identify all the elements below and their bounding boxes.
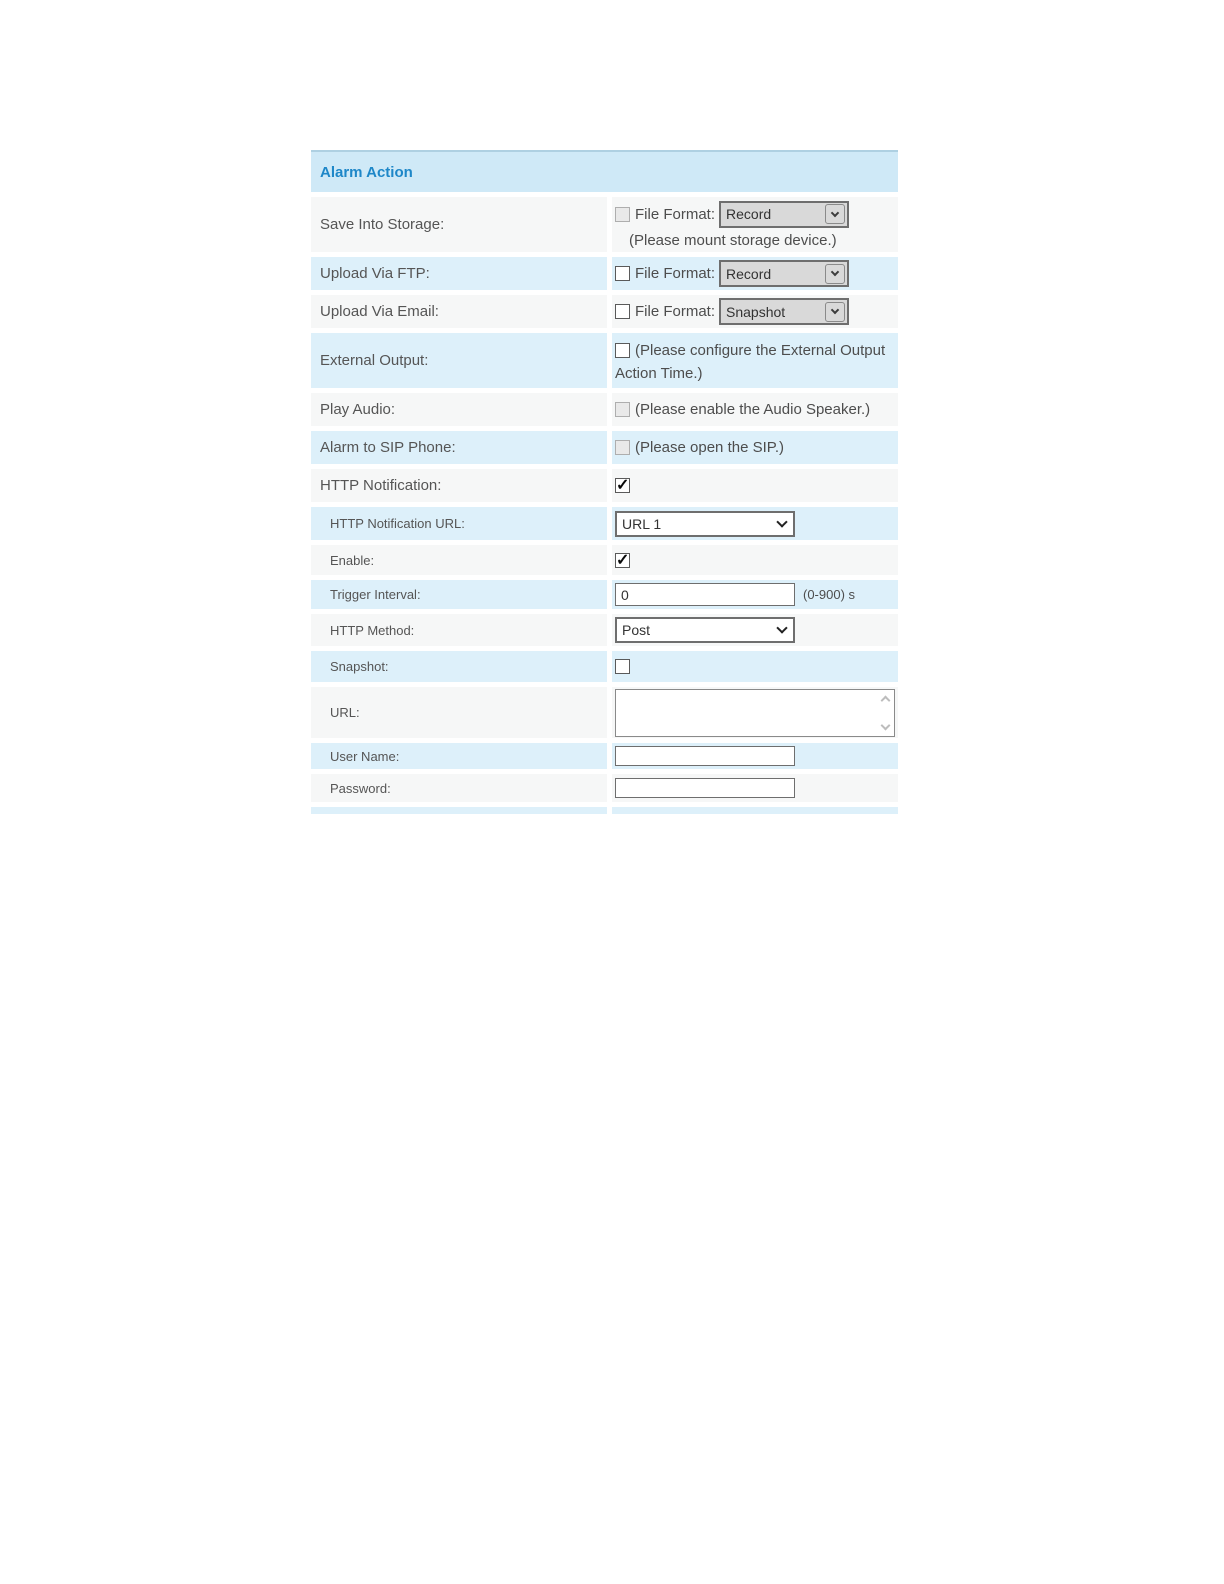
upload-via-email-checkbox[interactable] [615, 304, 630, 319]
alarm-to-sip-note: (Please open the SIP.) [635, 439, 784, 456]
select-value: Snapshot [726, 303, 786, 320]
upload-via-email-label: Upload Via Email: [311, 295, 607, 328]
row-enable [311, 545, 898, 575]
row-save-into-storage [311, 197, 898, 252]
file-format-label: File Format: [635, 303, 716, 320]
row-snapshot [311, 651, 898, 682]
row-partial [311, 807, 898, 814]
http-notification-url-label: HTTP Notification URL: [311, 507, 607, 540]
url-textarea[interactable] [615, 689, 895, 737]
http-notification-checkbox[interactable] [615, 478, 630, 493]
user-name-input[interactable] [615, 746, 795, 766]
play-audio-checkbox[interactable] [615, 402, 630, 417]
row-password [311, 774, 898, 802]
http-method-select[interactable] [615, 617, 795, 643]
row-url [311, 687, 898, 738]
upload-via-ftp-checkbox[interactable] [615, 266, 630, 281]
chevron-down-icon [825, 302, 845, 322]
ftp-file-format-select[interactable] [719, 260, 849, 287]
alarm-to-sip-checkbox[interactable] [615, 440, 630, 455]
snapshot-label: Snapshot: [311, 651, 607, 682]
email-file-format-select[interactable] [719, 298, 849, 325]
enable-checkbox[interactable] [615, 553, 630, 568]
save-storage-file-format-select[interactable] [719, 201, 849, 228]
row-http-notification [311, 469, 898, 502]
row-play-audio [311, 393, 898, 426]
row-http-method [311, 614, 898, 646]
external-output-note: (Please configure the External Output Action Time.) [615, 341, 886, 382]
row-trigger-interval [311, 580, 898, 609]
select-value: Post [622, 622, 651, 638]
external-output-checkbox[interactable] [615, 343, 630, 358]
alarm-action-panel [311, 150, 898, 814]
user-name-label: User Name: [311, 743, 607, 769]
play-audio-label: Play Audio: [311, 393, 607, 426]
http-notification-url-select[interactable] [615, 511, 795, 537]
row-external-output [311, 333, 898, 388]
trigger-interval-input[interactable] [615, 583, 795, 606]
row-upload-via-ftp [311, 257, 898, 290]
file-format-label: File Format: [635, 265, 716, 282]
save-into-storage-label: Save Into Storage: [311, 197, 607, 252]
select-value: Record [726, 265, 772, 282]
select-value: URL 1 [622, 515, 662, 532]
page-title: Alarm Action [320, 163, 413, 181]
play-audio-note: (Please enable the Audio Speaker.) [635, 401, 871, 418]
row-alarm-to-sip-phone [311, 431, 898, 464]
trigger-interval-label: Trigger Interval: [311, 580, 607, 609]
upload-via-ftp-label: Upload Via FTP: [311, 257, 607, 290]
row-upload-via-email [311, 295, 898, 328]
file-format-label: File Format: [635, 205, 716, 223]
password-label: Password: [311, 774, 607, 802]
url-label: URL: [311, 687, 607, 738]
snapshot-checkbox[interactable] [615, 659, 630, 674]
http-method-label: HTTP Method: [311, 614, 607, 646]
password-input[interactable] [615, 778, 795, 798]
row-http-notification-url [311, 507, 898, 540]
chevron-down-icon [825, 264, 845, 284]
external-output-label: External Output: [311, 333, 607, 388]
chevron-down-icon [825, 204, 845, 224]
chevron-down-icon [778, 628, 786, 632]
http-notification-label: HTTP Notification: [311, 469, 607, 502]
panel-header [311, 150, 898, 192]
select-value: Record [726, 206, 772, 222]
row-user-name [311, 743, 898, 769]
chevron-down-icon [778, 522, 786, 526]
save-into-storage-checkbox[interactable] [615, 207, 630, 222]
trigger-interval-hint: (0-900) s [803, 587, 856, 602]
alarm-to-sip-label: Alarm to SIP Phone: [311, 431, 607, 464]
enable-label: Enable: [311, 545, 607, 575]
storage-note: (Please mount storage device.) [629, 231, 837, 249]
